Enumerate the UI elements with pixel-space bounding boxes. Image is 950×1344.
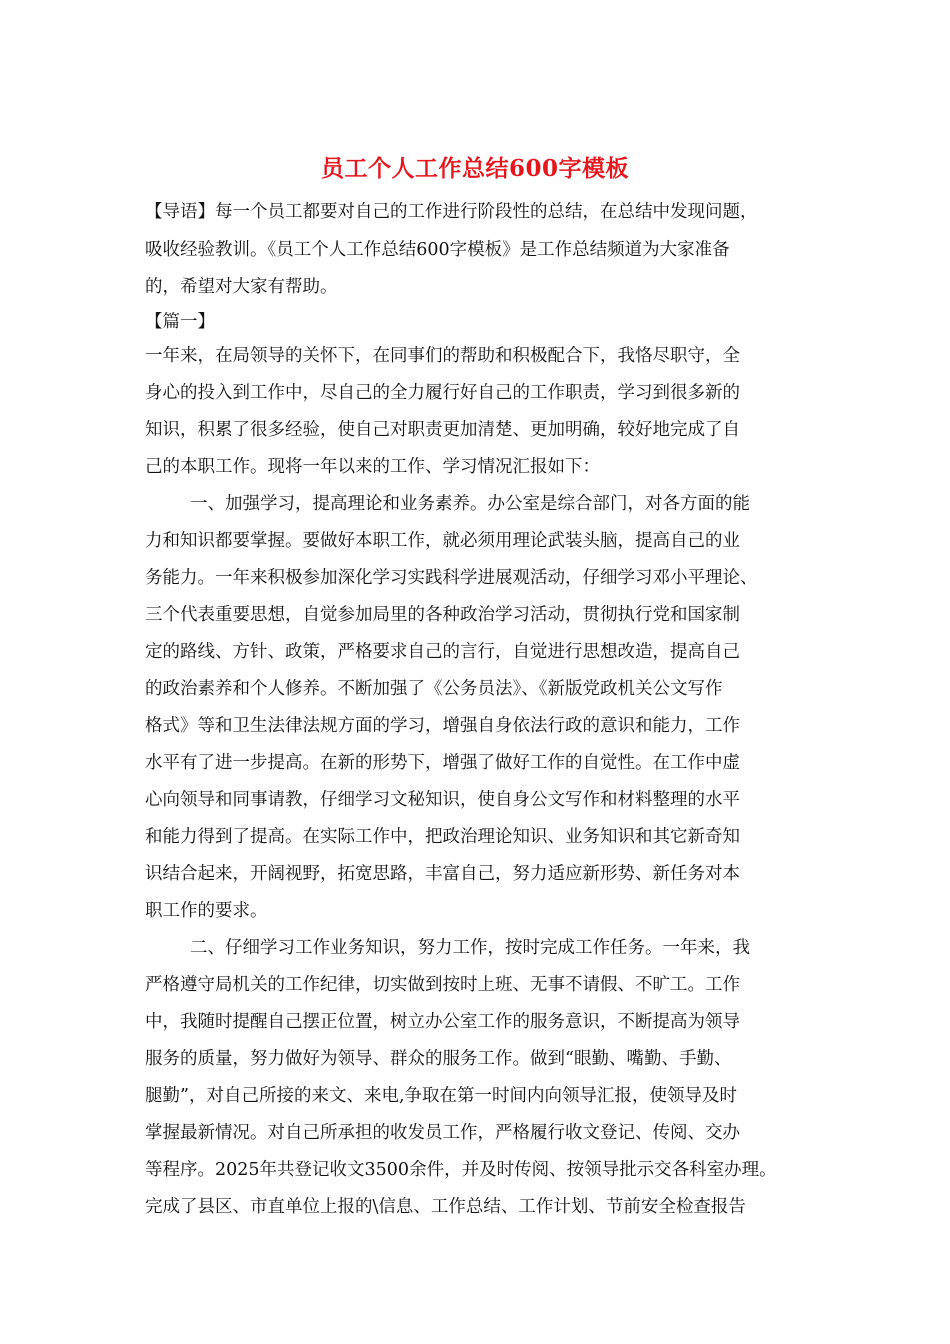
text-line: 身心的投入到工作中，尽自己的全力履行好自己的工作职责，学习到很多新的 <box>145 383 740 403</box>
text-line: 等程序。2025年共登记收文3500余件，并及时传阅、按领导批示交各科室办理。 <box>145 1160 777 1180</box>
text-line: 吸收经验教训。《员工个人工作总结600字模板》是工作总结频道为大家准备 <box>145 240 730 260</box>
text-line: 严格遵守局机关的工作纪律，切实做到按时上班、无事不请假、不旷工。工作 <box>145 975 740 995</box>
text-line: 完成了县区、市直单位上报的\信息、工作总结、工作计划、节前安全检查报告 <box>145 1197 746 1217</box>
text-line: 的政治素养和个人修养。不断加强了《公务员法》、《新版党政机关公文写作 <box>145 679 723 699</box>
text-line: 务能力。一年来积极参加深化学习实践科学进展观活动，仔细学习邓小平理论、 <box>145 568 758 588</box>
text-line: 己的本职工作。现将一年以来的工作、学习情况汇报如下： <box>145 457 600 477</box>
text-line: 力和知识都要掌握。要做好本职工作，就必须用理论武装头脑，提高自己的业 <box>145 531 740 551</box>
text-line: 识结合起来，开阔视野，拓宽思路，丰富自己，努力适应新形势、新任务对本 <box>145 864 740 884</box>
section-heading: 【篇一】 <box>145 312 215 332</box>
text-line: 二、仔细学习工作业务知识，努力工作，按时完成工作任务。一年来，我 <box>190 938 750 958</box>
text-line: 格式》等和卫生法律法规方面的学习，增强自身依法行政的意识和能力，工作 <box>145 716 740 736</box>
text-line: 一、加强学习，提高理论和业务素养。办公室是综合部门，对各方面的能 <box>190 494 750 514</box>
text-line: 心向领导和同事请教，仔细学习文秘知识，使自身公文写作和材料整理的水平 <box>145 790 740 810</box>
text-line: 中，我随时提醒自己摆正位置，树立办公室工作的服务意识，不断提高为领导 <box>145 1012 740 1032</box>
text-line: 知识，积累了很多经验，使自己对职责更加清楚、更加明确，较好地完成了自 <box>145 420 740 440</box>
text-line: 职工作的要求。 <box>145 901 268 921</box>
text-line: 的，希望对大家有帮助。 <box>145 277 338 297</box>
text-line: 掌握最新情况。对自己所承担的收发员工作，严格履行收文登记、传阅、交办 <box>145 1123 740 1143</box>
text-line: 服务的质量，努力做好为领导、群众的服务工作。做到“眼勤、嘴勤、手勤、 <box>145 1049 732 1069</box>
text-line: 腿勤”，对自己所接的来文、来电,争取在第一时间内向领导汇报，使领导及时 <box>145 1086 738 1106</box>
text-line: 三个代表重要思想，自觉参加局里的各种政治学习活动，贯彻执行党和国家制 <box>145 605 740 625</box>
document-title: 员工个人工作总结600字模板 <box>320 155 629 182</box>
text-line: 水平有了进一步提高。在新的形势下，增强了做好工作的自觉性。在工作中虚 <box>145 753 740 773</box>
text-line: 一年来，在局领导的关怀下，在同事们的帮助和积极配合下，我恪尽职守，全 <box>145 346 740 366</box>
text-line: 定的路线、方针、政策，严格要求自己的言行，自觉进行思想改造，提高自己 <box>145 642 740 662</box>
text-line: 和能力得到了提高。在实际工作中，把政治理论知识、业务知识和其它新奇知 <box>145 827 740 847</box>
text-line: 【导语】每一个员工都要对自己的工作进行阶段性的总结，在总结中发现问题， <box>145 202 758 222</box>
